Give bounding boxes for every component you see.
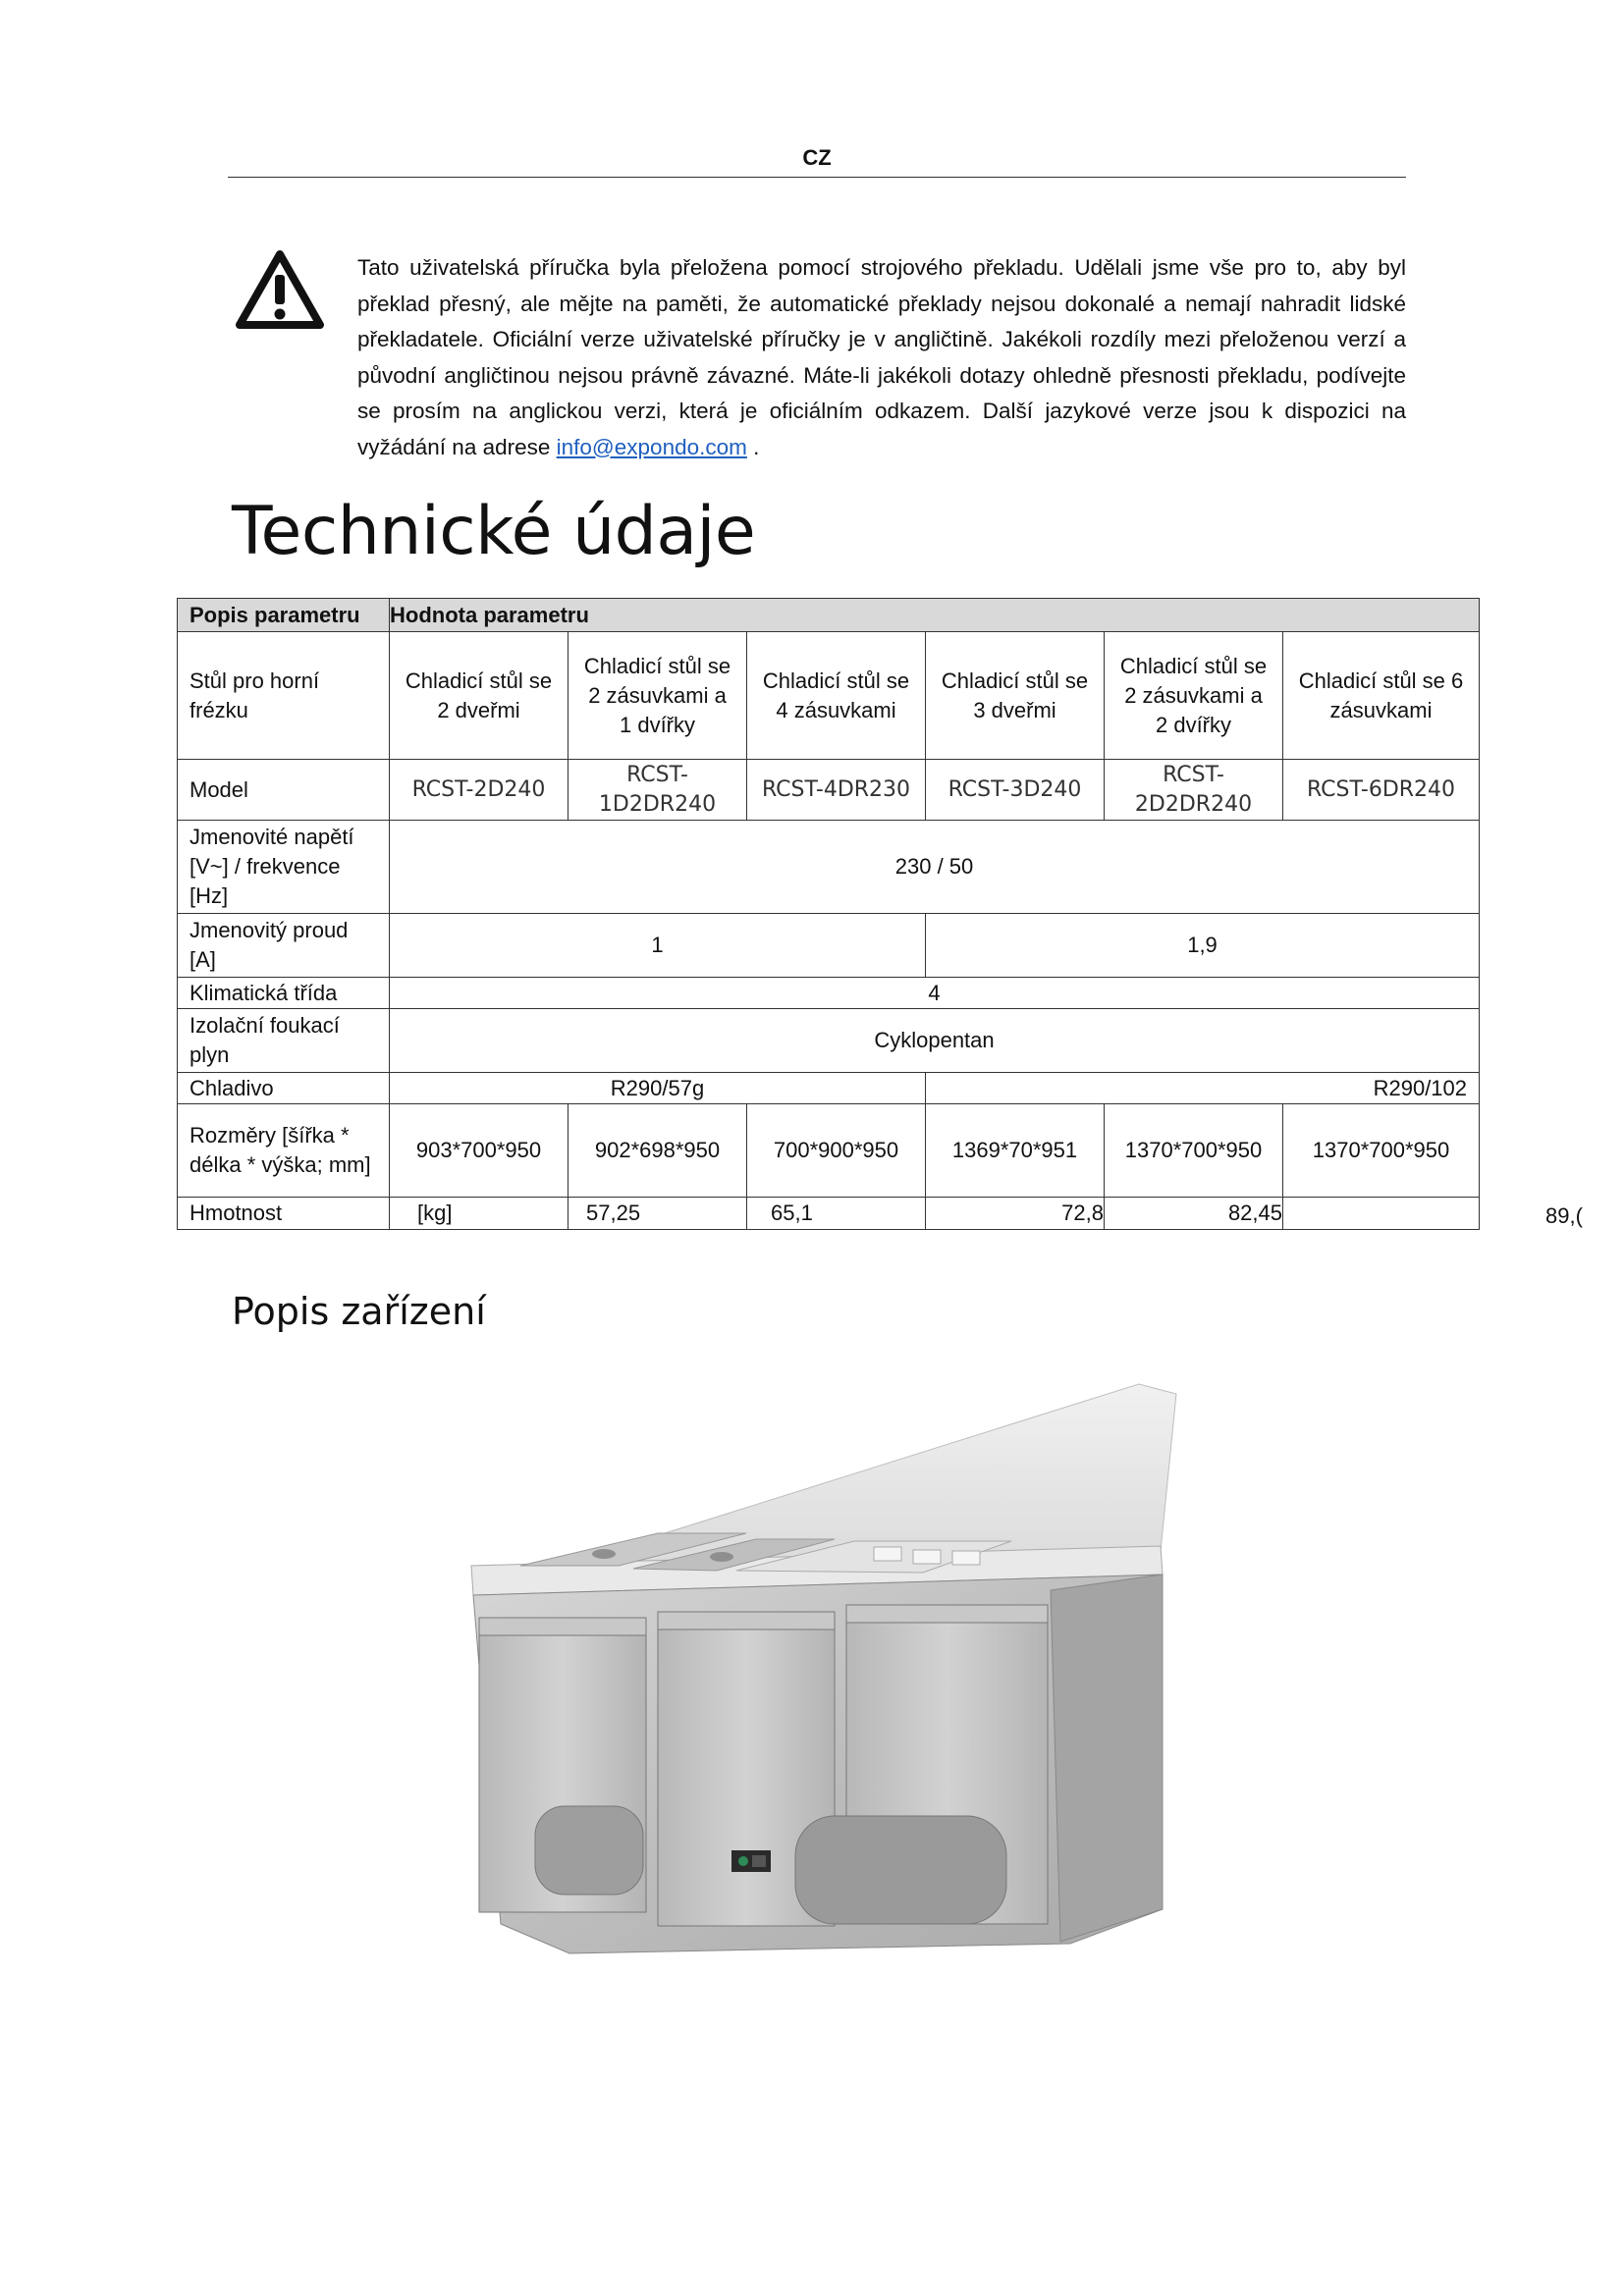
table-row bbox=[178, 1009, 1480, 1073]
spec-table bbox=[177, 598, 1480, 1230]
header-divider bbox=[228, 177, 1406, 178]
disclaimer-text: Tato uživatelská příručka byla přeložena pomocí strojového překladu. Udělali jsme vše pro to, aby byl překlad přesný, ale mějte na paměti, že automatické překlady nejsou dokonalé a nemají nahradit lidské překladatele. Oficiální verze uživatelské příručky je v angličtině. Jakékoli rozdíly mezi přeloženou verzí a původní angličtinou nejsou právně závazné. Máte-li jakékoli dotazy ohledně přesnosti překladu, podívejte se prosím na anglickou verzi, která je oficiálním odkazem. Další jazykové verze jsou k dispozici na vyžádání na adrese bbox=[357, 255, 1406, 459]
overflow-weight-value: 89,( bbox=[1545, 1203, 1583, 1228]
warning-icon bbox=[236, 249, 324, 330]
language-header: CZ bbox=[802, 145, 832, 170]
table-cell: 82,45 bbox=[1105, 1198, 1283, 1230]
table-cell: RCST-2D240 bbox=[390, 760, 568, 821]
table-cell: 72,8 bbox=[926, 1198, 1105, 1230]
table-cell: 700*900*950 bbox=[747, 1104, 926, 1198]
table-row bbox=[178, 1073, 1480, 1104]
table-cell: Chladicí stůl se 3 dveřmi bbox=[926, 632, 1105, 760]
table-cell: R290/102 bbox=[926, 1073, 1480, 1104]
table-row bbox=[178, 914, 1480, 978]
header-param: Popis parametru bbox=[178, 599, 390, 632]
table-row bbox=[178, 632, 1480, 760]
row-label: Stůl pro horní frézku bbox=[178, 632, 390, 760]
table-cell: RCST-3D240 bbox=[926, 760, 1105, 821]
technical-data-heading: Technické údaje bbox=[232, 493, 756, 570]
translation-disclaimer bbox=[357, 250, 1406, 465]
disclaimer-suffix: . bbox=[746, 434, 760, 459]
row-label: Izolační foukací plyn bbox=[178, 1009, 390, 1073]
table-cell: RCST-6DR240 bbox=[1283, 760, 1480, 821]
row-label: Jmenovitý proud [A] bbox=[178, 914, 390, 978]
device-description-heading: Popis zařízení bbox=[232, 1290, 486, 1333]
row-label: Jmenovité napětí [V~] / frekvence [Hz] bbox=[178, 821, 390, 914]
row-label: Model bbox=[178, 760, 390, 821]
table-row bbox=[178, 1198, 1480, 1230]
row-label: Rozměry [šířka * délka * výška; mm] bbox=[178, 1104, 390, 1198]
table-row bbox=[178, 978, 1480, 1009]
table-cell: Chladicí stůl se 4 zásuvkami bbox=[747, 632, 926, 760]
table-cell: 1370*700*950 bbox=[1283, 1104, 1480, 1198]
table-cell: 57,25 bbox=[568, 1198, 747, 1230]
email-link[interactable]: info@expondo.com bbox=[556, 434, 747, 459]
table-cell: 65,1 bbox=[747, 1198, 926, 1230]
table-cell: RCST-2D2DR240 bbox=[1105, 760, 1283, 821]
table-cell: R290/57g bbox=[390, 1073, 926, 1104]
table-cell: 903*700*950 bbox=[390, 1104, 568, 1198]
table-row bbox=[178, 821, 1480, 914]
table-cell: 902*698*950 bbox=[568, 1104, 747, 1198]
table-cell: 1 bbox=[390, 914, 926, 978]
table-row bbox=[178, 760, 1480, 821]
table-cell bbox=[1283, 1198, 1480, 1230]
table-cell: [kg] bbox=[390, 1198, 568, 1230]
table-cell: Chladicí stůl se 6 zásuvkami bbox=[1283, 632, 1480, 760]
table-cell: Cyklopentan bbox=[390, 1009, 1480, 1073]
table-cell: 230 / 50 bbox=[390, 821, 1480, 914]
table-cell: RCST-4DR230 bbox=[747, 760, 926, 821]
table-cell: RCST-1D2DR240 bbox=[568, 760, 747, 821]
table-cell: Chladicí stůl se 2 zásuvkami a 2 dvířky bbox=[1105, 632, 1283, 760]
table-cell: 1370*700*950 bbox=[1105, 1104, 1283, 1198]
table-cell: Chladicí stůl se 2 zásuvkami a 1 dvířky bbox=[568, 632, 747, 760]
table-row bbox=[178, 1104, 1480, 1198]
table-cell: Chladicí stůl se 2 dveřmi bbox=[390, 632, 568, 760]
table-cell: 4 bbox=[390, 978, 1480, 1009]
table-cell: 1,9 bbox=[926, 914, 1480, 978]
row-label: Klimatická třída bbox=[178, 978, 390, 1009]
row-label: Chladivo bbox=[178, 1073, 390, 1104]
row-label: Hmotnost bbox=[178, 1198, 390, 1230]
refrigerated-table-image bbox=[461, 1355, 1178, 1983]
table-cell: 1369*70*951 bbox=[926, 1104, 1105, 1198]
table-header-row bbox=[178, 599, 1480, 632]
header-value: Hodnota parametru bbox=[390, 599, 1480, 632]
